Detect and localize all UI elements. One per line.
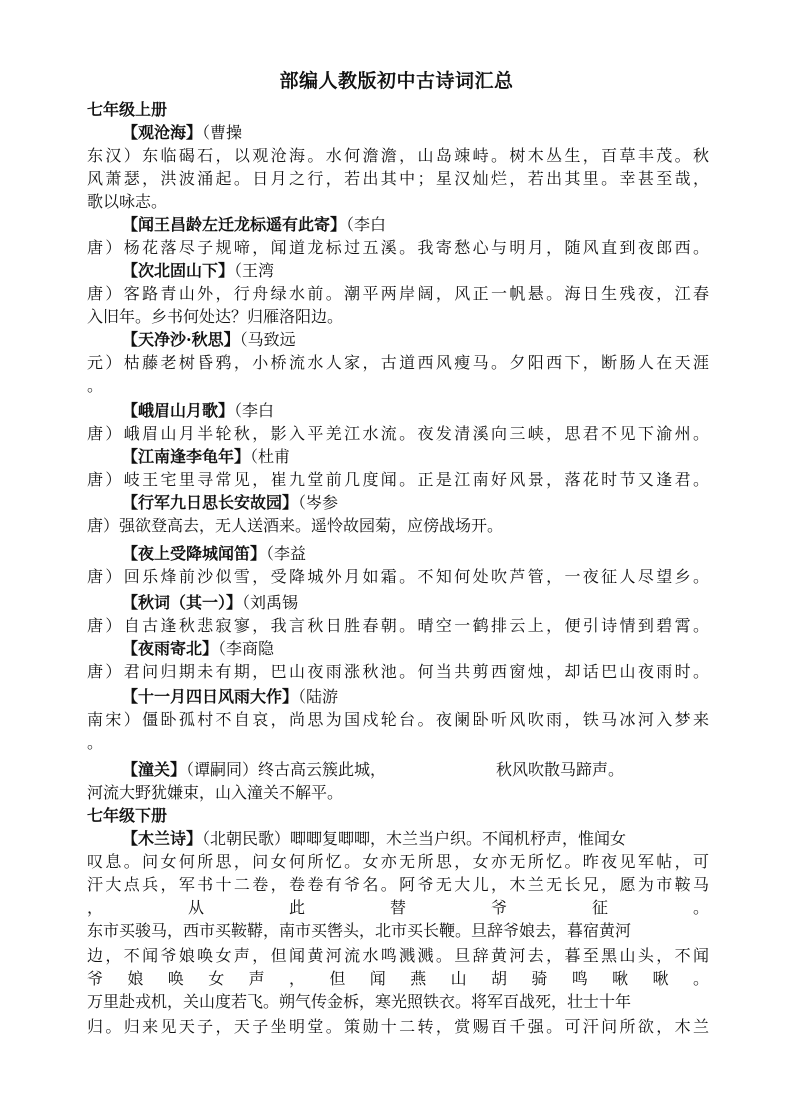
poem-heading: [122, 543, 709, 565]
section-heading: 七年级上册: [87, 100, 168, 119]
poem-heading: [122, 122, 709, 144]
poem-heading: [122, 592, 709, 614]
poem-heading: [122, 828, 709, 850]
poem-line: 唐）峨眉山月半轮秋，影入平羌江水流。夜发清溪向三峡，思君不见下渝州。: [87, 424, 709, 443]
poem-line: 唐）杨花落尽子规啼，闻道龙标过五溪。我寄愁心与明月，随风直到夜郎西。: [87, 238, 709, 257]
poem-heading: [122, 492, 709, 514]
poem-author: （刘禹锡: [242, 593, 299, 612]
poem-heading: [122, 260, 709, 282]
poem-heading: [122, 759, 709, 781]
poem-line: 唐）君问归期未有期，巴山夜雨涨秋池。何当共剪西窗烛，却话巴山夜雨时。: [87, 662, 709, 681]
poem-title: 【观沧海】: [122, 123, 203, 142]
poem-title: 【潼关】: [122, 760, 187, 779]
poem-line: 唐）客路青山外，行舟绿水前。潮平两岸阔，风正一帆悬。海日生残夜，江春: [87, 284, 709, 303]
poem-author: （马致远: [239, 330, 296, 349]
poem-line: 唐）强欲登高去，无人送酒来。遥怜故园菊，应傍战场开。: [87, 516, 504, 535]
poem-author: （李商隐: [218, 639, 275, 658]
poem-author: （王湾: [234, 261, 275, 280]
poem-line: 归。归来见天子，天子坐明堂。策勋十二转，赏赐百千强。可汗问所欲，木兰: [87, 1017, 709, 1036]
poem-line: 。: [87, 376, 104, 395]
poem-title: 【峨眉山月歌】: [122, 401, 235, 420]
poem-line: 唐）自古逢秋悲寂寥，我言秋日胜春朝。晴空一鹤排云上，便引诗情到碧霄。: [87, 616, 709, 635]
poem-line: 叹息。问女何所思，问女何所忆。女亦无所思，女亦无所忆。昨夜见军帖，可: [87, 852, 709, 871]
poem-line: 元）枯藤老树昏鸦，小桥流水人家，古道西风瘦马。夕阳西下，断肠人在天涯: [87, 353, 709, 372]
poem-line: 东汉）东临碣石，以观沧海。水何澹澹，山岛竦峙。树木丛生，百草丰茂。秋: [87, 146, 709, 165]
poem-author: （陆游: [298, 687, 339, 706]
poem-author: （曹操: [202, 123, 243, 142]
poem-heading: [122, 638, 709, 660]
poem-author: （北朝民歌）唧唧复唧唧，木兰当户织。不闻机杼声，惟闻女: [202, 829, 627, 848]
poem-author-continued: 秋风吹散马蹄声。: [496, 760, 625, 779]
poem-author: （岑参: [298, 493, 339, 512]
poem-author: （谭嗣同）终古高云簇此城，: [186, 760, 387, 779]
poem-title: 【天净沙·秋思】: [122, 330, 240, 349]
poem-line: 唐）回乐烽前沙似雪，受降城外月如霜。不知何处吹芦管，一夜征人尽望乡。: [87, 567, 709, 586]
poem-line: 歌以咏志。: [87, 192, 168, 211]
poem-line: 风萧瑟，洪波涌起。日月之行，若出其中；星汉灿烂，若出其里。幸甚至哉，: [87, 169, 709, 188]
poem-author: （李白: [234, 401, 275, 420]
poem-heading: [122, 214, 709, 236]
poem-line: 东市买骏马，西市买鞍鞯，南市买辔头，北市买长鞭。旦辞爷娘去，暮宿黄河: [87, 921, 632, 940]
poem-author: （李白: [346, 215, 387, 234]
poem-heading: [122, 400, 709, 422]
poem-author: （杜甫: [250, 447, 291, 466]
poem-title: 【江南逢李龟年】: [122, 447, 251, 466]
poem-heading: [122, 446, 709, 468]
poem-line: 边，不闻爷娘唤女声，但闻黄河流水鸣溅溅。旦辞黄河去，暮至黑山头，不闻: [87, 946, 709, 965]
poem-title: 【木兰诗】: [122, 829, 203, 848]
poem-title: 【次北固山下】: [122, 261, 235, 280]
poem-title: 【夜雨寄北】: [122, 639, 219, 658]
poem-title: 【闻王昌龄左迁龙标遥有此寄】: [122, 215, 347, 234]
poem-line: 。: [87, 733, 104, 752]
poem-line: ，从此替爷征。: [87, 898, 709, 917]
poem-title: 【夜上受降城闻笛】: [122, 544, 267, 563]
poem-line: 南宋）僵卧孤村不自哀，尚思为国戍轮台。夜阑卧听风吹雨，铁马冰河入梦来: [87, 710, 709, 729]
poem-title: 【十一月四日风雨大作】: [122, 687, 299, 706]
poem-line: 万里赴戎机，关山度若飞。朔气传金柝，寒光照铁衣。将军百战死，壮士十年: [87, 992, 632, 1011]
poem-line: 唐）岐王宅里寻常见，崔九堂前几度闻。正是江南好风景，落花时节又逢君。: [87, 470, 709, 489]
poem-author: （李益: [266, 544, 307, 563]
section-heading: 七年级下册: [87, 806, 168, 825]
poem-line: 入旧年。乡书何处达？归雁洛阳边。: [87, 307, 344, 326]
poem-heading: [122, 686, 709, 708]
document-title: 部编人教版初中古诗词汇总: [279, 70, 514, 92]
poem-line: 爷娘唤女声，但闻燕山胡骑鸣啾啾。: [87, 969, 709, 988]
poem-title: 【秋词（其一）】: [122, 593, 243, 612]
poem-line: 河流大野犹嫌束，山入潼关不解平。: [87, 783, 344, 802]
poem-title: 【行军九日思长安故园】: [122, 493, 299, 512]
poem-line: 汗大点兵，军书十二卷，卷卷有爷名。阿爷无大儿，木兰无长兄，愿为市鞍马: [87, 875, 709, 894]
poem-heading: [122, 329, 709, 351]
